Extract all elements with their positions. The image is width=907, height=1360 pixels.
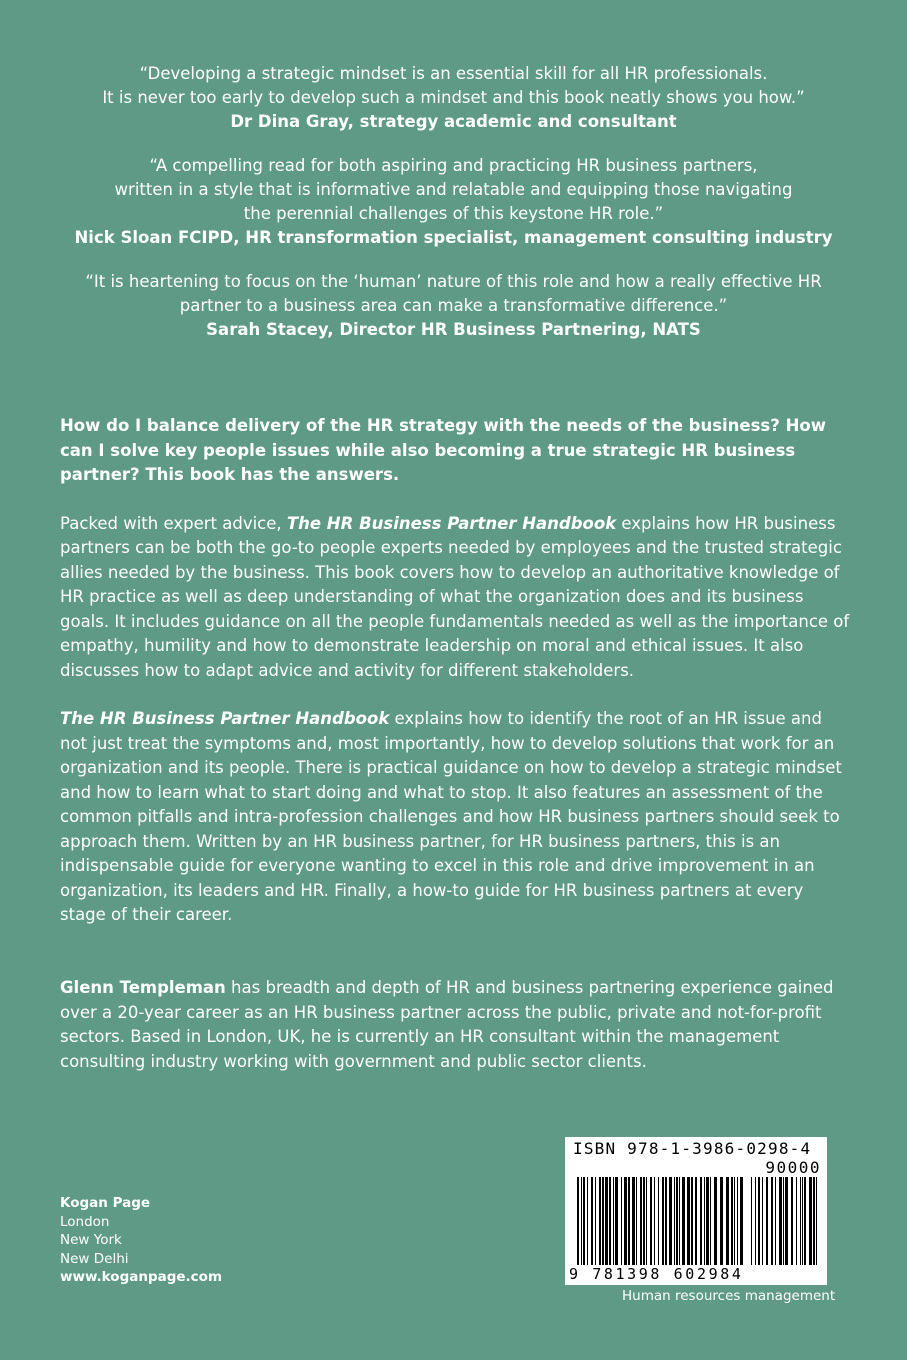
barcode-bar — [583, 1177, 585, 1265]
quote-line: written in a style that is informative and relatable and equipping those navigating — [114, 180, 793, 199]
barcode-bar — [740, 1177, 743, 1265]
endorsement-1 — [40, 62, 867, 134]
endorsement-2 — [40, 154, 867, 250]
barcode-bar — [710, 1177, 711, 1265]
author-name: Glenn Templeman — [60, 978, 226, 997]
barcode-bar — [816, 1177, 817, 1265]
barcode-bar — [615, 1177, 618, 1265]
isbn-number: ISBN 978-1-3986-0298-4 — [573, 1139, 812, 1158]
barcode-bar — [809, 1177, 812, 1265]
barcode-bar — [737, 1177, 738, 1265]
quote-attribution: Nick Sloan FCIPD, HR transformation specialist, management consulting industry — [74, 228, 833, 247]
barcode-bar — [591, 1177, 593, 1265]
bio-text: has breadth and depth of HR and business partnering experience gained over a 20-year career as an HR business partner across the public, private and not-for-profit sectors. Based in London, UK, he is currently an HR consultant within the management consulting industry working with government and public sector clients. — [60, 978, 834, 1071]
barcode-bar — [762, 1177, 763, 1265]
barcode-bar — [779, 1177, 782, 1265]
barcode-bar — [731, 1177, 733, 1265]
barcode-bar — [682, 1177, 685, 1265]
publisher-city: New York — [60, 1232, 122, 1248]
barcode-bar — [726, 1177, 729, 1265]
barcode-bar — [771, 1177, 773, 1265]
barcode-bar — [720, 1177, 723, 1265]
blurb — [60, 414, 850, 952]
barcode-bar — [785, 1177, 788, 1265]
barcode-bar — [804, 1177, 806, 1265]
barcode-bar — [734, 1177, 735, 1265]
barcode-bar — [695, 1177, 697, 1265]
barcode-bar — [646, 1177, 647, 1265]
endorsements — [40, 62, 867, 362]
quote-line: “A compelling read for both aspiring and practicing HR business partners, — [149, 156, 758, 175]
barcode-bar — [766, 1177, 768, 1265]
quote-attribution: Dr Dina Gray, strategy academic and consultant — [230, 112, 677, 131]
barcode-bar — [791, 1177, 793, 1265]
endorsement-3 — [40, 270, 867, 342]
book-title: The HR Business Partner Handbook — [286, 513, 617, 533]
barcode-bar — [658, 1177, 659, 1265]
barcode-bar — [621, 1177, 622, 1265]
quote-line: “Developing a strategic mindset is an essential skill for all HR professionals. — [139, 64, 768, 83]
barcode-bar — [581, 1177, 582, 1265]
barcode-bar — [643, 1177, 645, 1265]
barcode-bar — [687, 1177, 690, 1265]
barcode-bar — [605, 1177, 608, 1265]
barcode-bar — [650, 1177, 652, 1265]
barcode-bar — [676, 1177, 678, 1265]
barcode-bar — [755, 1177, 756, 1265]
ean-number: 9 781398 602984 — [569, 1265, 744, 1283]
text: Packed with expert advice, — [60, 513, 287, 533]
publisher-city: New Delhi — [60, 1250, 129, 1267]
barcode-bar — [665, 1177, 667, 1265]
bio-paragraph — [60, 976, 850, 1074]
subject-category: Human resources management — [622, 1288, 836, 1304]
barcode-bar — [751, 1177, 752, 1265]
barcode-bar — [654, 1177, 655, 1265]
barcode-bar — [662, 1177, 664, 1265]
barcode-bar — [775, 1177, 776, 1265]
barcode-bar — [602, 1177, 604, 1265]
quote-attribution: Sarah Stacey, Director HR Business Partnering, NATS — [206, 320, 701, 339]
barcode-bar — [613, 1177, 614, 1265]
barcode-bar — [700, 1177, 702, 1265]
quote-line: the perennial challenges of this keystone HR role.” — [243, 204, 664, 223]
publisher-city: London — [60, 1213, 110, 1230]
barcode-bar — [679, 1177, 680, 1265]
book-title: The HR Business Partner Handbook — [60, 709, 390, 728]
publisher-block — [60, 1194, 222, 1287]
isbn-barcode — [565, 1137, 827, 1285]
text: explains how to identify the root of an HR issue and not just treat the symptoms and, most importantly, how to develop solutions that work for an organization and its people. There is practical guidance on how to develop a strategic mindset and how to learn what to start doing and what to stop. It also features an assessment of the common pitfalls and intra-profession challenges and how HR business partners should seek to approach them. Written by an HR business partner, for HR business partners, this is an indispensable guide for everyone wanting to excel in this role and drive improvement in an organization, its leaders and HR. Finally, a how-to guide for HR business partners at every stage of their career. — [60, 709, 842, 924]
barcode-bar — [577, 1177, 579, 1265]
author-bio — [60, 976, 850, 1074]
barcode-bar — [624, 1177, 627, 1265]
barcode-bar — [628, 1177, 630, 1265]
barcode-bar — [714, 1177, 717, 1265]
barcode-bar — [758, 1177, 760, 1265]
quote-line: “It is heartening to focus on the ‘human’ nature of this role and how a really effective HR — [85, 272, 822, 291]
publisher-website: www.koganpage.com — [60, 1269, 223, 1285]
barcode-bar — [632, 1177, 635, 1265]
barcode-bar — [706, 1177, 709, 1265]
barcode-bar — [599, 1177, 601, 1265]
barcode-bar — [636, 1177, 637, 1265]
barcode-bar — [691, 1177, 693, 1265]
quote-line: partner to a business area can make a transformative difference.” — [179, 296, 728, 315]
text: explains how HR business partners can be both the go-to people experts needed by employees and the trusted strategic allies needed by the business. This book covers how to develop an authoritative knowledge of HR practice as well as deep understanding of what the organization does and its business goals. It includes guidance on all the people fundamentals needed as well as the importance of empathy, humility and how to demonstrate leadership on moral and ethical issues. It also discusses how to adapt advice and activity for different stakeholders. — [60, 513, 850, 680]
barcode-bar — [796, 1177, 797, 1265]
barcode-bar — [609, 1177, 611, 1265]
barcode-bar — [587, 1177, 588, 1265]
description-paragraph-2 — [60, 707, 850, 928]
barcode-bar — [674, 1177, 675, 1265]
lead-paragraph: How do I balance delivery of the HR strategy with the needs of the business? How can I solve key people issues while also becoming a true strategic HR business partner? This book has the answers. — [60, 416, 826, 484]
barcode-bar — [595, 1177, 596, 1265]
barcode-bar — [783, 1177, 784, 1265]
publisher-name: Kogan Page — [60, 1195, 151, 1211]
barcode-bar — [800, 1177, 801, 1265]
barcode-bar — [802, 1177, 803, 1265]
barcode-bar — [640, 1177, 642, 1265]
barcode-bar — [704, 1177, 705, 1265]
quote-line: It is never too early to develop such a mindset and this book neatly shows you how.” — [102, 88, 805, 107]
barcode-bars — [575, 1177, 819, 1265]
price-code: 90000 — [765, 1158, 821, 1177]
barcode-bar — [813, 1177, 815, 1265]
barcode-bar — [669, 1177, 672, 1265]
description-paragraph-1 — [60, 512, 850, 684]
